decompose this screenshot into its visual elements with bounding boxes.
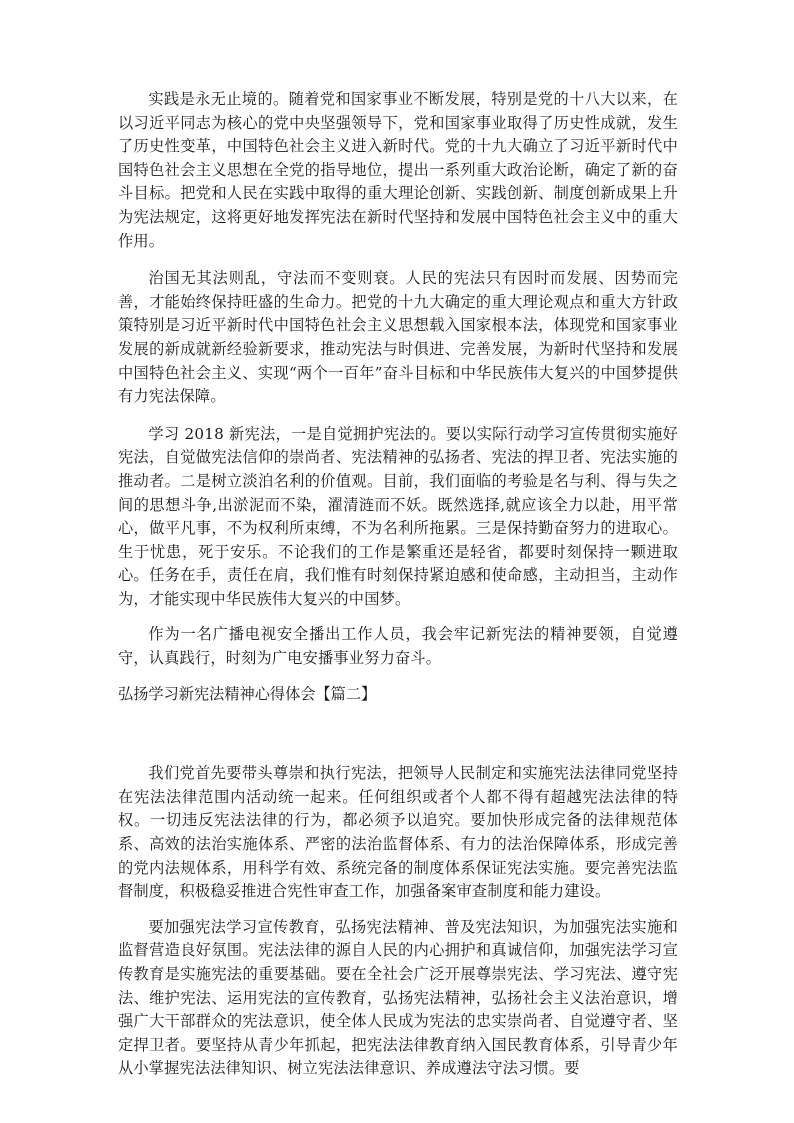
section-heading: 弘扬学习新宪法精神心得体会【篇二】 — [118, 684, 377, 703]
paragraph-3: 学习 2018 新宪法，一是自觉拥护宪法的。要以实际行动学习宣传贯彻实施好宪法，自觉做宪法信仰的崇尚者、宪法精神的弘扬者、宪法的捍卫者、宪法实施的推动者。二是树立淡泊名利的价值观。目前，我们面临的考验是名与利、得与失之间的思想斗争,出淤泥而不染，濯清涟而不妖。既然选择,就应该全力以赴，用平常心，做平凡事，不为权利所束缚，不为名利所拖累。三是保持勤奋努力的进取心。生于忧患，死于安乐。不论我们的工作是繁重还是轻省，都要时刻保持一颗进取心。任务在手，责任在肩，我们惟有时刻保持紧迫感和使命感，主动担当，主动作为，才能实现中华民族伟大复兴的中国梦。 — [118, 424, 678, 608]
document-page — [118, 88, 678, 1095]
paragraph-5: 我们党首先要带头尊崇和执行宪法，把领导人民制定和实施宪法法律同党坚持在宪法法律范围内活动统一起来。任何组织或者个人都不得有超越宪法法律的特权。一切违反宪法法律的行为，都必须予以追究。要加快形成完备的法律规范体系、高效的法治实施体系、严密的法治监督体系、有力的法治保障体系，形成完善的党内法规体系，用科学有效、系统完备的制度体系保证宪法实施。要完善宪法监督制度，积极稳妥推进合宪性审查工作，加强备案审查制度和能力建设。 — [118, 764, 678, 901]
paragraph-4: 作为一名广播电视安全播出工作人员，我会牢记新宪法的精神要领，自觉遵守，认真践行，时刻为广电安播事业努力奋斗。 — [118, 625, 678, 668]
paragraph-1: 实践是永无止境的。随着党和国家事业不断发展，特别是党的十八大以来，在以习近平同志为核心的党中央坚强领导下，党和国家事业取得了历史性成就，发生了历史性变革，中国特色社会主义进入新时代。党的十九大确立了习近平新时代中国特色社会主义思想在全党的指导地位，提出一系列重大政治论断，确定了新的奋斗目标。把党和人民在实践中取得的重大理论创新、实践创新、制度创新成果上升为宪法规定，这将更好地发挥宪法在新时代坚持和发展中国特色社会主义中的重大作用。 — [118, 90, 678, 250]
paragraph-6: 要加强宪法学习宣传教育，弘扬宪法精神、普及宪法知识，为加强宪法实施和监督营造良好氛围。宪法法律的源自人民的内心拥护和真诚信仰，加强宪法学习宣传教育是实施宪法的重要基础。要在全社会广泛开展尊崇宪法、学习宪法、遵守宪法、维护宪法、运用宪法的宣传教育，弘扬宪法精神，弘扬社会主义法治意识，增强广大干部群众的宪法意识，使全体人民成为宪法的忠实崇尚者、自觉遵守者、坚定捍卫者。要坚持从青少年抓起，把宪法法律教育纳入国民教育体系，引导青少年从小掌握宪法法律知识、树立宪法法律意识、养成遵法守法习惯。要 — [118, 917, 678, 1078]
paragraph-2: 治国无其法则乱，守法而不变则衰。人民的宪法只有因时而发展、因势而完善，才能始终保持旺盛的生命力。把党的十九大确定的重大理论观点和重大方针政策特别是习近平新时代中国特色社会主义思想载入国家根本法，体现党和国家事业发展的新成就新经验新要求，推动宪法与时俱进、完善发展，为新时代坚持和发展中国特色社会主义、实现“两个一百年”奋斗目标和中华民族伟大复兴的中国梦提供有力宪法保障。 — [118, 269, 678, 406]
